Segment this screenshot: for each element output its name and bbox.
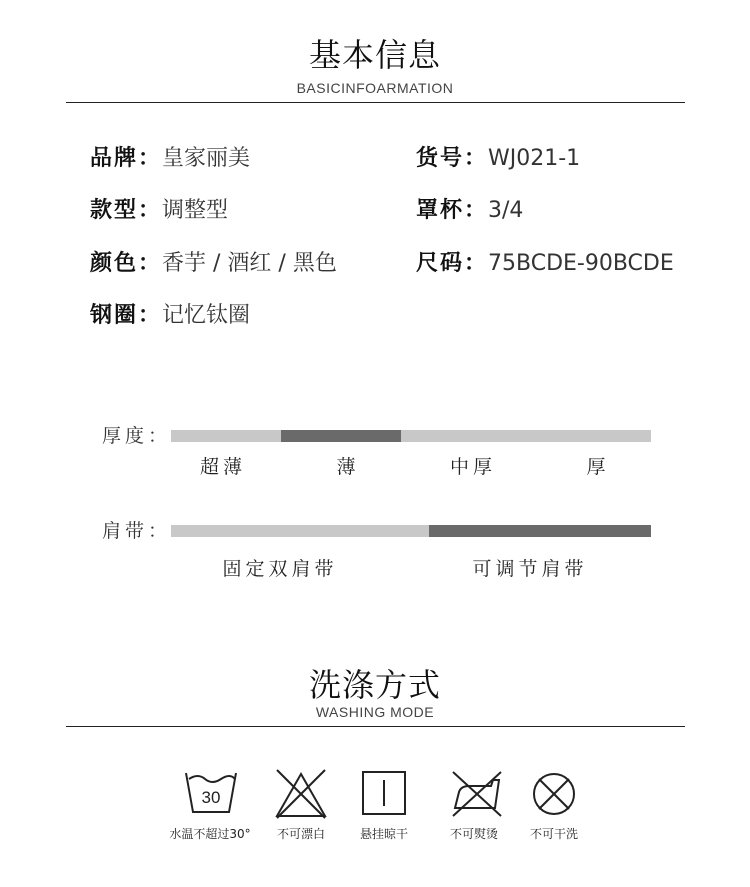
spec-style-key: 款型： (90, 198, 163, 223)
thickness-option-2: 中厚 (449, 456, 496, 478)
thickness-option-0: 超薄 (199, 456, 246, 478)
spec-wire (90, 298, 250, 329)
wash-30-icon (183, 770, 239, 816)
spec-color (90, 246, 337, 277)
care-label-no-bleach: 不可漂白 (276, 827, 325, 841)
no-tumble-dry-icon (531, 770, 577, 818)
spec-size-key: 尺码： (416, 251, 489, 276)
thickness-seg-1 (281, 430, 401, 442)
spec-wire-key: 钢圈： (90, 303, 163, 328)
spec-cup (416, 193, 523, 224)
spec-cup-value: 3/4 (488, 198, 524, 223)
thickness-bar (171, 430, 651, 442)
spec-color-key: 颜色： (90, 251, 163, 276)
washing-subtitle: WASHING MODE (315, 704, 435, 720)
no-iron-icon (449, 770, 505, 818)
wash-temp-text: 30 (201, 788, 221, 807)
spec-brand-value: 皇家丽美 (162, 146, 251, 171)
spec-wire-value: 记忆钛圈 (162, 303, 251, 328)
care-label-wash: 水温不超过30° (169, 827, 251, 841)
spec-size-value: 75BCDE-90BCDE (488, 251, 674, 276)
basic-info-divider (66, 102, 685, 103)
strap-option-1: 可调节肩带 (472, 558, 588, 580)
strap-option-0: 固定双肩带 (222, 558, 338, 580)
no-bleach-icon (273, 768, 329, 820)
spec-style (90, 193, 228, 224)
care-label-hang-dry: 悬挂晾干 (359, 827, 408, 841)
hang-dry-icon (361, 770, 407, 816)
spec-item-no-value: WJ021-1 (488, 146, 581, 171)
spec-item-no-key: 货号： (416, 146, 489, 171)
washing-divider (66, 726, 685, 727)
spec-brand (90, 141, 250, 172)
washing-title: 洗涤方式 (308, 666, 441, 704)
basic-info-subtitle: BASICINFOARMATION (296, 80, 454, 96)
thickness-seg-0 (171, 430, 281, 442)
spec-style-value: 调整型 (162, 198, 229, 223)
spec-color-value: 香芋 / 酒红 / 黑色 (162, 251, 337, 276)
strap-seg-0 (171, 525, 429, 537)
thickness-option-3: 厚 (586, 456, 610, 478)
strap-seg-1 (429, 525, 651, 537)
thickness-seg-2 (401, 430, 651, 442)
spec-item-no (416, 141, 580, 172)
spec-cup-key: 罩杯： (416, 198, 489, 223)
thickness-label: 厚度： (102, 425, 172, 447)
thickness-option-1: 薄 (336, 456, 360, 478)
spec-brand-key: 品牌： (90, 146, 163, 171)
care-label-no-dry-clean: 不可干洗 (529, 827, 578, 841)
spec-size (416, 246, 674, 277)
strap-bar (171, 525, 651, 537)
care-label-no-iron: 不可熨烫 (449, 827, 498, 841)
strap-label: 肩带： (102, 520, 172, 542)
basic-info-title: 基本信息 (308, 36, 441, 74)
